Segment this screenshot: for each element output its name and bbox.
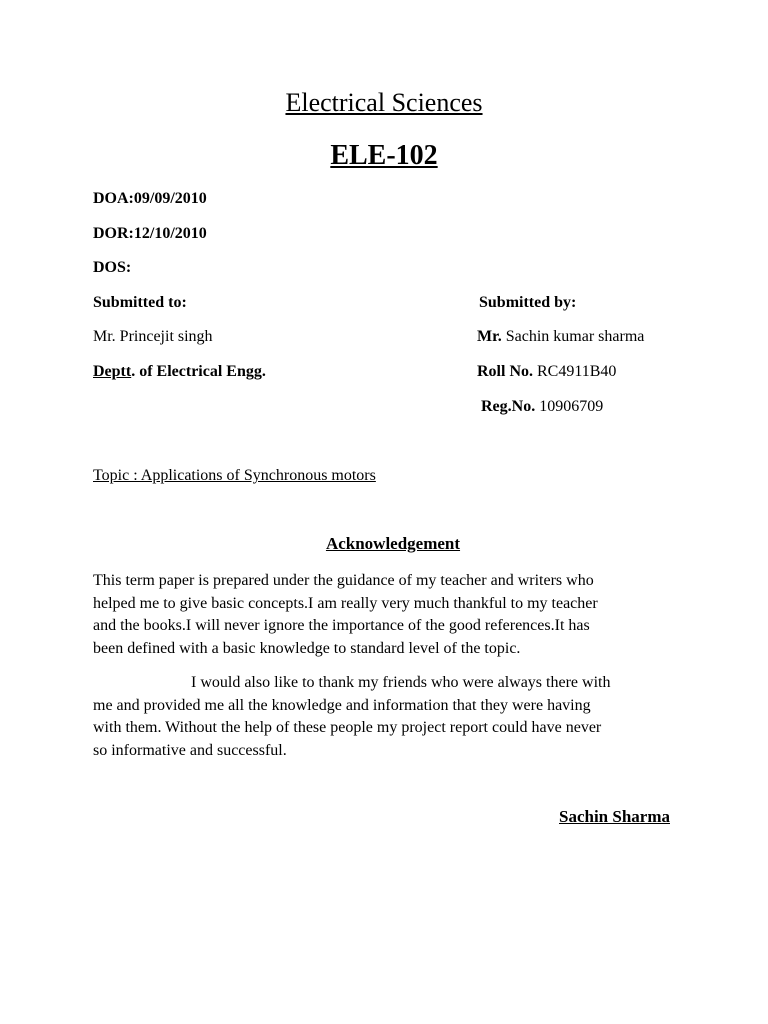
roll-number-value: RC4911B40 [533,363,617,380]
document-title: Electrical Sciences [285,88,483,117]
roll-number-line [477,363,616,381]
acknowledgement-paragraph-2 [93,672,675,762]
submitted-by-label: Submitted by: [479,294,577,311]
student-name-line [477,328,644,346]
student-title: Mr. [477,328,502,345]
course-code: ELE-102 [330,140,438,171]
date-of-submission: DOS: [93,259,132,276]
submitted-to-label: Submitted to: [93,294,187,311]
student-name: Sachin kumar sharma [501,328,645,345]
date-of-allotment: DOA:09/09/2010 [93,190,207,207]
teacher-name: Mr. Princejit singh [93,328,213,345]
paragraph-line: I would also like to thank my friends who were always there with [191,674,611,691]
date-of-reporting: DOR:12/10/2010 [93,225,207,242]
topic-line: Topic : Applications of Synchronous motors [93,467,376,484]
acknowledgement-heading: Acknowledgement [325,534,461,553]
acknowledgement-paragraph-1 [93,570,675,660]
paragraph-line: me and provided me all the knowledge and information that they were having [93,696,591,714]
registration-number-line [481,398,603,416]
paragraph-line: and the books.I will never ignore the importance of the good references.It has [93,617,590,634]
department-name: . of Electrical Engg. [131,363,266,380]
paragraph-line: been defined with a basic knowledge to standard level of the topic. [93,639,521,657]
paragraph-line: so informative and successful. [93,741,287,759]
registration-number-label: Reg.No. [481,398,536,415]
signature: Sachin Sharma [559,807,670,826]
registration-number-value: 10906709 [535,398,604,415]
paragraph-line: helped me to give basic concepts.I am really very much thankful to my teacher [93,594,598,612]
roll-number-label: Roll No. [477,363,533,380]
department-prefix: Deptt [93,363,132,380]
paragraph-line: with them. Without the help of these people my project report could have never [93,719,602,736]
department-line [93,363,266,381]
paragraph-line: This term paper is prepared under the guidance of my teacher and writers who [93,572,594,589]
